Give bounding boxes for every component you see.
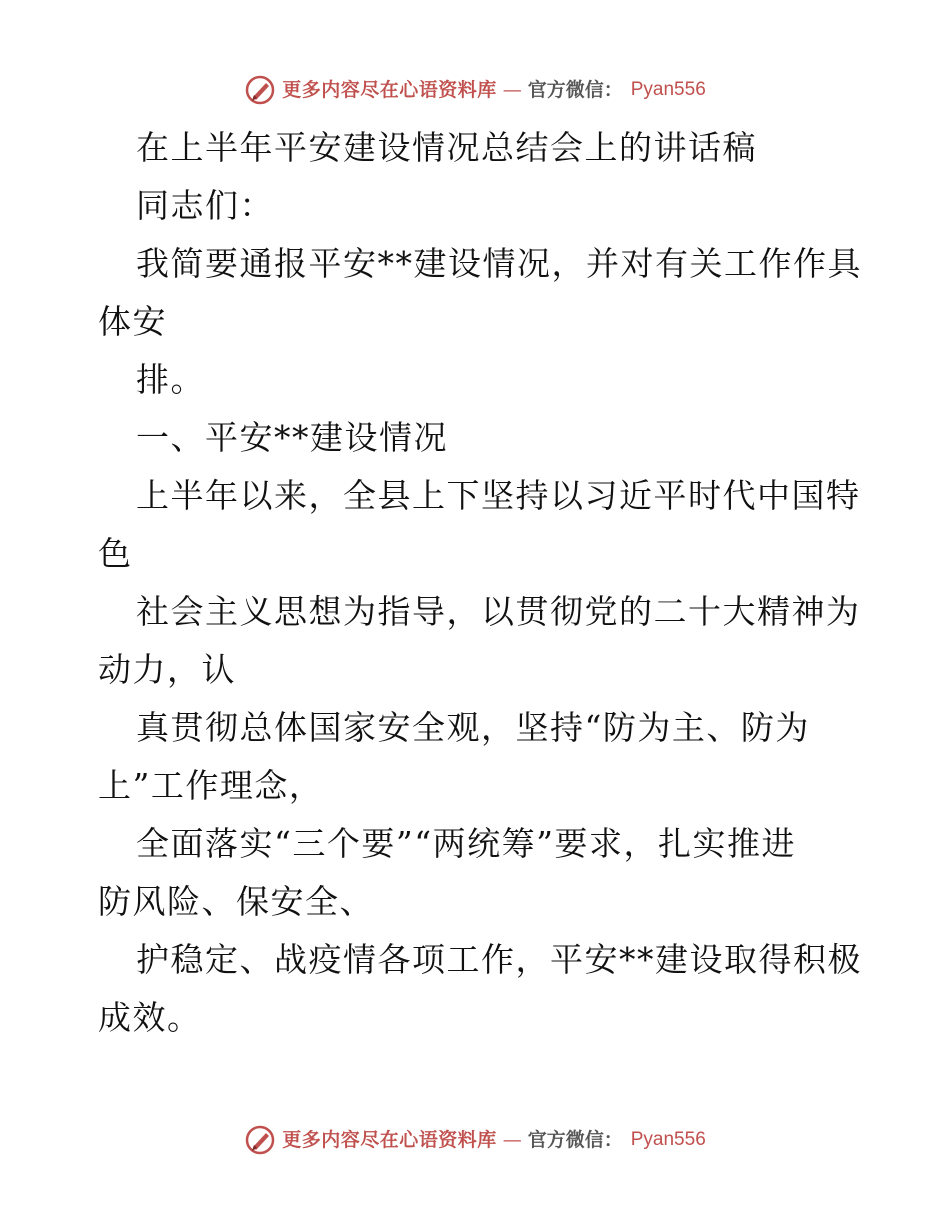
- watermark-header: [0, 74, 950, 106]
- paragraph-line: 社会主义思想为指导，以贯彻党的二十大精神为: [136, 592, 861, 631]
- paragraph-line: 护稳定、战疫情各项工作，平安**建设取得积极: [136, 940, 862, 979]
- salutation: 同志们：: [136, 186, 274, 225]
- pen-logo-icon: [244, 74, 276, 106]
- watermark-label: 官方微信：: [527, 79, 623, 101]
- paragraph-line: 我简要通报平安**建设情况，并对有关工作作具: [136, 244, 862, 283]
- watermark-dash: —: [502, 79, 522, 101]
- paragraph-line: 动力，认: [98, 650, 236, 689]
- watermark-label: 官方微信：: [527, 1129, 623, 1151]
- watermark-brand: 更多内容尽在心语资料库: [282, 79, 497, 101]
- paragraph-line: 全面落实“三个要”“两统筹”要求，扎实推进: [136, 824, 796, 863]
- pen-logo-icon: [244, 1124, 276, 1156]
- paragraph-line: 色: [98, 534, 133, 573]
- watermark-dash: —: [502, 1129, 522, 1151]
- paragraph-line: 排。: [136, 360, 205, 399]
- paragraph-line: 成效。: [98, 998, 202, 1037]
- paragraph-line: 真贯彻总体国家安全观，坚持“防为主、防为: [136, 708, 810, 747]
- paragraph-line: 防风险、保安全、: [98, 882, 374, 921]
- paragraph-line: 体安: [98, 302, 167, 341]
- watermark-footer: [0, 1124, 950, 1156]
- paragraph-line: 上”工作理念，: [98, 766, 324, 805]
- document-title: 在上半年平安建设情况总结会上的讲话稿: [136, 128, 757, 167]
- watermark-id: Pyan556: [630, 79, 706, 100]
- paragraph-line: 上半年以来，全县上下坚持以习近平时代中国特: [136, 476, 861, 515]
- section-heading: 一、平安**建设情况: [136, 418, 448, 457]
- watermark-brand: 更多内容尽在心语资料库: [282, 1129, 497, 1151]
- watermark-id: Pyan556: [630, 1129, 706, 1150]
